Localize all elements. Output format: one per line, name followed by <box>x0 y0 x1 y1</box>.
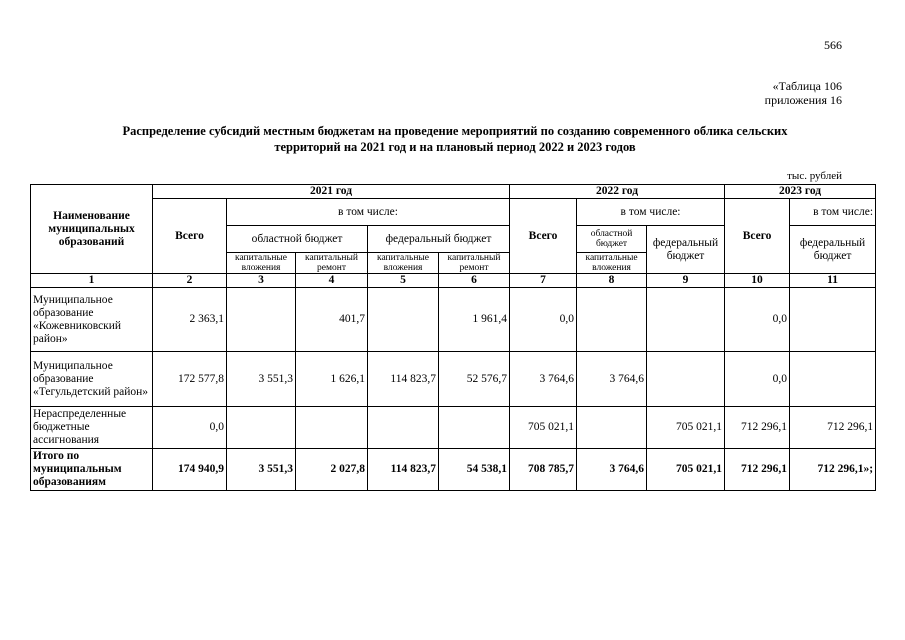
cell-total-2022: 3 764,6 <box>510 352 577 407</box>
cell-federal-capital-investments <box>368 407 439 449</box>
cell-total-2021: 172 577,8 <box>153 352 227 407</box>
col-number: 11 <box>790 274 876 288</box>
cell-federal-capital-repair: 1 961,4 <box>439 288 510 352</box>
header-capital-repair-federal: капитальный ремонт <box>439 253 510 274</box>
document-title <box>70 123 840 155</box>
cell-regional-capital-repair <box>296 407 368 449</box>
total-federal-2023: 712 296,1»; <box>790 449 876 491</box>
page-number: 566 <box>824 38 842 52</box>
cell-federal-capital-investments: 114 823,7 <box>368 352 439 407</box>
table-reference <box>765 79 842 107</box>
col-number: 6 <box>439 274 510 288</box>
table-ref-line2: приложения 16 <box>764 93 842 107</box>
col-number: 4 <box>296 274 368 288</box>
cell-federal-2022 <box>647 352 725 407</box>
header-capital-investments-2022: капитальные вложения <box>577 253 647 274</box>
cell-total-2022: 705 021,1 <box>510 407 577 449</box>
total-2023: 712 296,1 <box>725 449 790 491</box>
cell-total-2023: 0,0 <box>725 352 790 407</box>
table-row <box>31 352 876 407</box>
header-regional-budget-2022: областной бюджет <box>577 226 647 253</box>
row-name: Муниципальное образование «Тегульдетский район» <box>31 352 153 407</box>
title-line1: Распределение субсидий местным бюджетам на проведение мероприятий по созданию современного облика сельских <box>122 124 788 138</box>
col-number: 8 <box>577 274 647 288</box>
cell-federal-capital-investments <box>368 288 439 352</box>
header-year-2021: 2021 год <box>153 185 510 199</box>
cell-federal-2023 <box>790 352 876 407</box>
header-year-2022: 2022 год <box>510 185 725 199</box>
total-row <box>31 449 876 491</box>
cell-regional-capital-investments: 3 551,3 <box>227 352 296 407</box>
header-federal-budget-2021: федеральный бюджет <box>368 226 510 253</box>
col-number: 1 <box>31 274 153 288</box>
cell-federal-2022: 705 021,1 <box>647 407 725 449</box>
cell-regional-2022: 3 764,6 <box>577 352 647 407</box>
cell-federal-capital-repair: 52 576,7 <box>439 352 510 407</box>
row-name: Нераспределенные бюджетные ассигнования <box>31 407 153 449</box>
header-including-2023: в том числе: <box>790 199 876 226</box>
col-number: 3 <box>227 274 296 288</box>
col-number: 9 <box>647 274 725 288</box>
total-regional-2022: 3 764,6 <box>577 449 647 491</box>
header-capital-repair-regional: капитальный ремонт <box>296 253 368 274</box>
col-number: 5 <box>368 274 439 288</box>
table-row <box>31 288 876 352</box>
table-row <box>31 407 876 449</box>
total-2022: 708 785,7 <box>510 449 577 491</box>
cell-total-2021: 2 363,1 <box>153 288 227 352</box>
cell-total-2023: 0,0 <box>725 288 790 352</box>
header-year-2023: 2023 год <box>725 185 876 199</box>
subsidy-table <box>30 184 876 491</box>
total-row-name: Итого по муниципальным образованиям <box>31 449 153 491</box>
total-regional-capital-repair: 2 027,8 <box>296 449 368 491</box>
cell-regional-2022 <box>577 288 647 352</box>
header-federal-budget-2023: федеральный бюджет <box>790 226 876 274</box>
cell-total-2022: 0,0 <box>510 288 577 352</box>
header-capital-investments-federal: капитальные вложения <box>368 253 439 274</box>
header-capital-investments-regional: капитальные вложения <box>227 253 296 274</box>
header-name-column: Наименование муниципальных образований <box>31 185 153 274</box>
total-federal-capital-repair: 54 538,1 <box>439 449 510 491</box>
col-number: 2 <box>153 274 227 288</box>
header-including-2021: в том числе: <box>227 199 510 226</box>
cell-total-2021: 0,0 <box>153 407 227 449</box>
cell-total-2023: 712 296,1 <box>725 407 790 449</box>
header-total-2022: Всего <box>510 199 577 274</box>
header-total-2023: Всего <box>725 199 790 274</box>
total-regional-capital-investments: 3 551,3 <box>227 449 296 491</box>
table-ref-line1: «Таблица 106 <box>772 79 842 93</box>
total-federal-2022: 705 021,1 <box>647 449 725 491</box>
column-numbers-row <box>31 274 876 288</box>
total-federal-capital-investments: 114 823,7 <box>368 449 439 491</box>
cell-regional-2022 <box>577 407 647 449</box>
cell-federal-2022 <box>647 288 725 352</box>
col-number: 7 <box>510 274 577 288</box>
col-number: 10 <box>725 274 790 288</box>
cell-federal-capital-repair <box>439 407 510 449</box>
cell-regional-capital-repair: 1 626,1 <box>296 352 368 407</box>
header-including-2022: в том числе: <box>577 199 725 226</box>
header-federal-budget-2022: федеральный бюджет <box>647 226 725 274</box>
total-2021: 174 940,9 <box>153 449 227 491</box>
cell-regional-capital-investments <box>227 407 296 449</box>
cell-regional-capital-investments <box>227 288 296 352</box>
units-label: тыс. рублей <box>787 170 842 182</box>
cell-federal-2023: 712 296,1 <box>790 407 876 449</box>
cell-regional-capital-repair: 401,7 <box>296 288 368 352</box>
header-total-2021: Всего <box>153 199 227 274</box>
title-line2: территорий на 2021 год и на плановый период 2022 и 2023 годов <box>274 140 636 154</box>
row-name: Муниципальное образование «Кожевниковский район» <box>31 288 153 352</box>
header-regional-budget-2021: областной бюджет <box>227 226 368 253</box>
cell-federal-2023 <box>790 288 876 352</box>
